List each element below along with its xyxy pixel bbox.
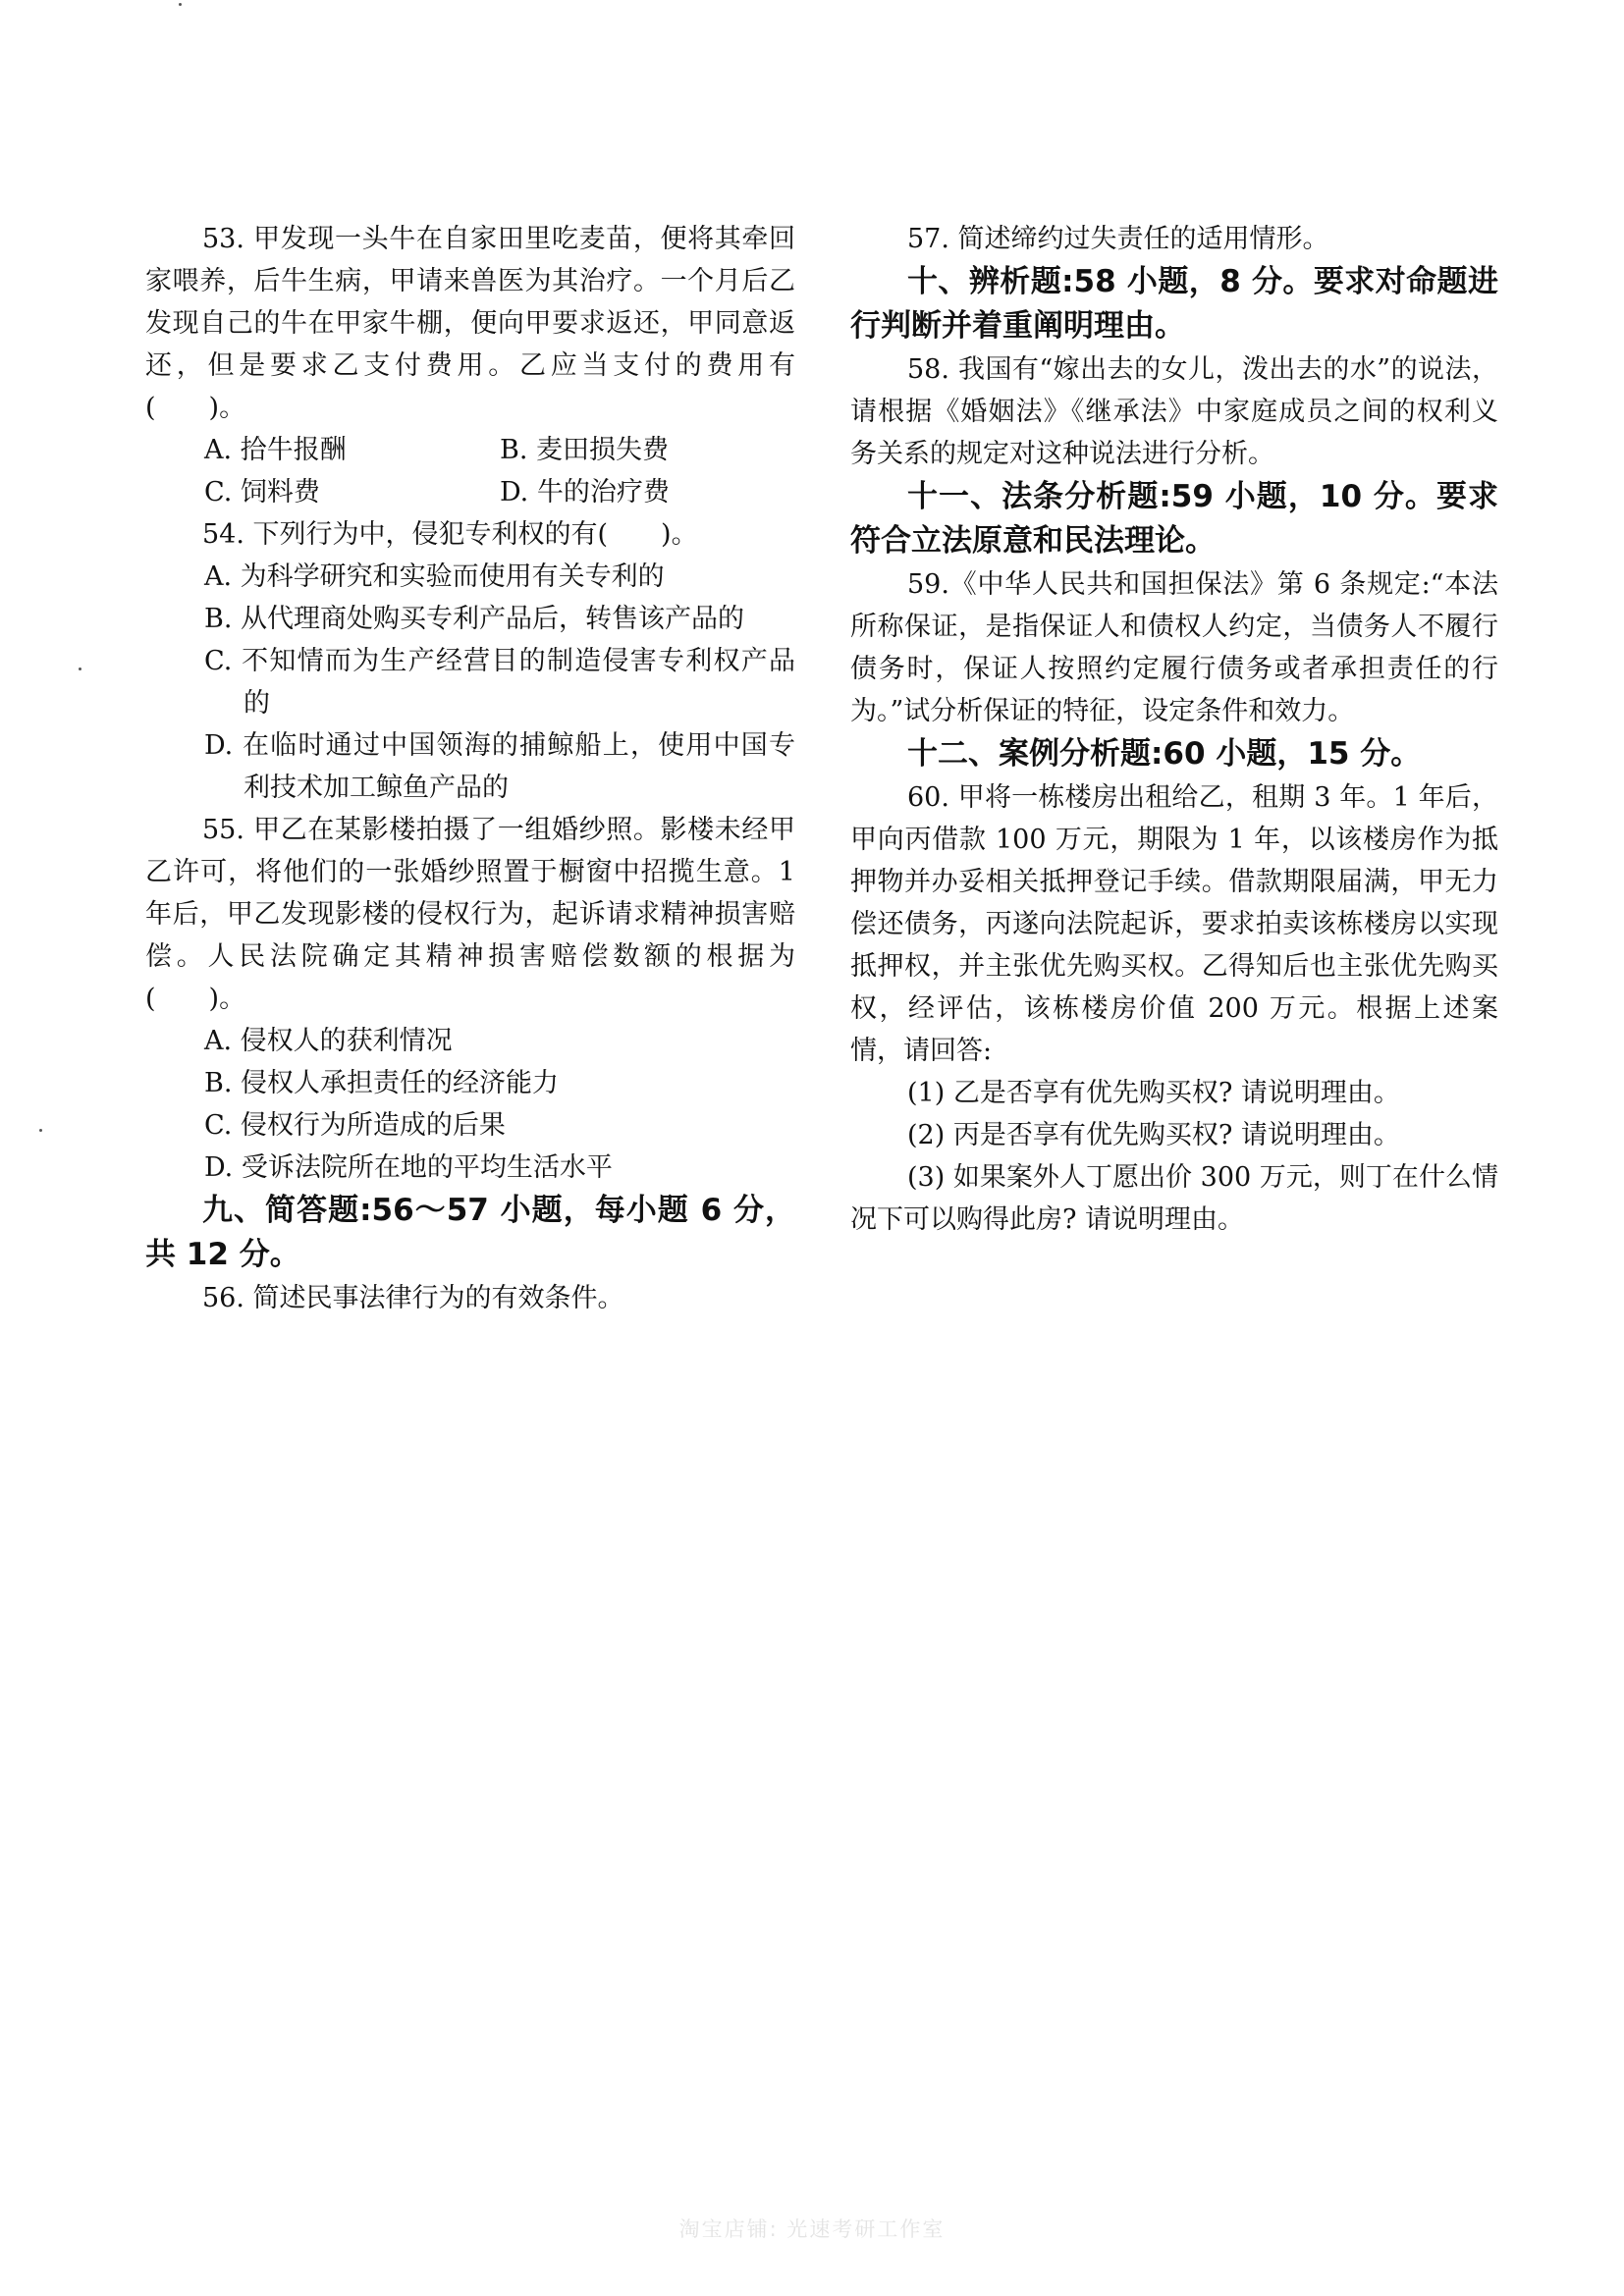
question-57: 57. 简述缔约过失责任的适用情形。 [907, 224, 1329, 254]
scan-speck [79, 667, 81, 670]
question-60-part-2: (2) 丙是否享有优先购买权? 请说明理由。 [907, 1120, 1400, 1150]
question-53-options-row-1 [145, 429, 795, 471]
footer-watermark: 淘宝店铺: 光速考研工作室 [678, 2217, 946, 2241]
question-54-option-b: B. 从代理商处购买专利产品后，转售该产品的 [204, 604, 745, 634]
question-54-option-c: C. 不知情而为生产经营目的制造侵害专利权产品的 [204, 646, 795, 719]
question-54-option-a: A. 为科学研究和实验而使用有关专利的 [204, 561, 665, 592]
question-53: 53. 甲发现一头牛在自家田里吃麦苗，便将其牵回家喂养，后牛生病，甲请来兽医为其治疗。一个月后乙发现自己的牛在甲家牛棚，便向甲要求返还，甲同意返还，但是要求乙支付费用。乙应当支付的费用有( )。 [145, 224, 795, 423]
question-60-part-3: (3) 如果案外人丁愿出价 300 万元，则丁在什么情况下可以购得此房? 请说明理由。 [850, 1162, 1498, 1235]
question-55-option-d: D. 受诉法院所在地的平均生活水平 [204, 1152, 613, 1183]
scan-speck [39, 1129, 42, 1132]
question-53-option-d: D. 牛的治疗费 [500, 477, 670, 507]
section-10-heading: 十、辨析题:58 小题，8 分。要求对命题进行判断并着重阐明理由。 [850, 264, 1498, 344]
question-55: 55. 甲乙在某影楼拍摄了一组婚纱照。影楼未经甲乙许可，将他们的一张婚纱照置于橱窗中招揽生意。1 年后，甲乙发现影楼的侵权行为，起诉请求精神损害赔偿。人民法院确定其精神损害赔偿数额的根据为( )。 [145, 815, 795, 1014]
question-60: 60. 甲将一栋楼房出租给乙，租期 3 年。1 年后，甲向丙借款 100 万元，期限为 1 年，以该楼房作为抵押物并办妥相关抵押登记手续。借款期限届满，甲无力偿还债务，丙遂向法院起诉，要求拍卖该栋楼房以实现抵押权，并主张优先购买权。乙得知后也主张优先购买权，经评估，该栋楼房价值 200 万元。根据上述案情，请回答: [850, 782, 1498, 1066]
question-56: 56. 简述民事法律行为的有效条件。 [202, 1283, 624, 1313]
question-60-part-1: (1) 乙是否享有优先购买权? 请说明理由。 [907, 1078, 1400, 1108]
question-58: 58. 我国有“嫁出去的女儿，泼出去的水”的说法，请根据《婚姻法》《继承法》中家庭成员之间的权利义务关系的规定对这种说法进行分析。 [850, 354, 1498, 469]
section-11-heading: 十一、法条分析题:59 小题，10 分。要求符合立法原意和民法理论。 [850, 479, 1498, 559]
section-9-heading: 九、简答题:56～57 小题，每小题 6 分，共 12 分。 [145, 1193, 795, 1272]
question-53-option-a: A. 拾牛报酬 [204, 435, 347, 465]
left-column [145, 218, 795, 1319]
section-12-heading: 十二、案例分析题:60 小题，15 分。 [907, 736, 1422, 772]
question-55-option-a: A. 侵权人的获利情况 [204, 1026, 453, 1056]
question-54-option-d: D. 在临时通过中国领海的捕鲸船上，使用中国专利技术加工鲸鱼产品的 [204, 730, 795, 803]
question-53-option-c: C. 饲料费 [204, 477, 320, 507]
scan-speck [179, 3, 182, 6]
question-53-options-row-2 [145, 471, 795, 513]
question-55-option-b: B. 侵权人承担责任的经济能力 [204, 1068, 560, 1098]
question-59: 59.《中华人民共和国担保法》第 6 条规定:“本法所称保证，是指保证人和债权人约定，当债务人不履行债务时，保证人按照约定履行债务或者承担责任的行为。”试分析保证的特征，设定条件和效力。 [850, 569, 1498, 726]
question-55-option-c: C. 侵权行为所造成的后果 [204, 1110, 506, 1141]
question-53-option-b: B. 麦田损失费 [500, 435, 670, 465]
right-column [850, 218, 1498, 1241]
question-54: 54. 下列行为中，侵犯专利权的有( )。 [202, 519, 698, 550]
